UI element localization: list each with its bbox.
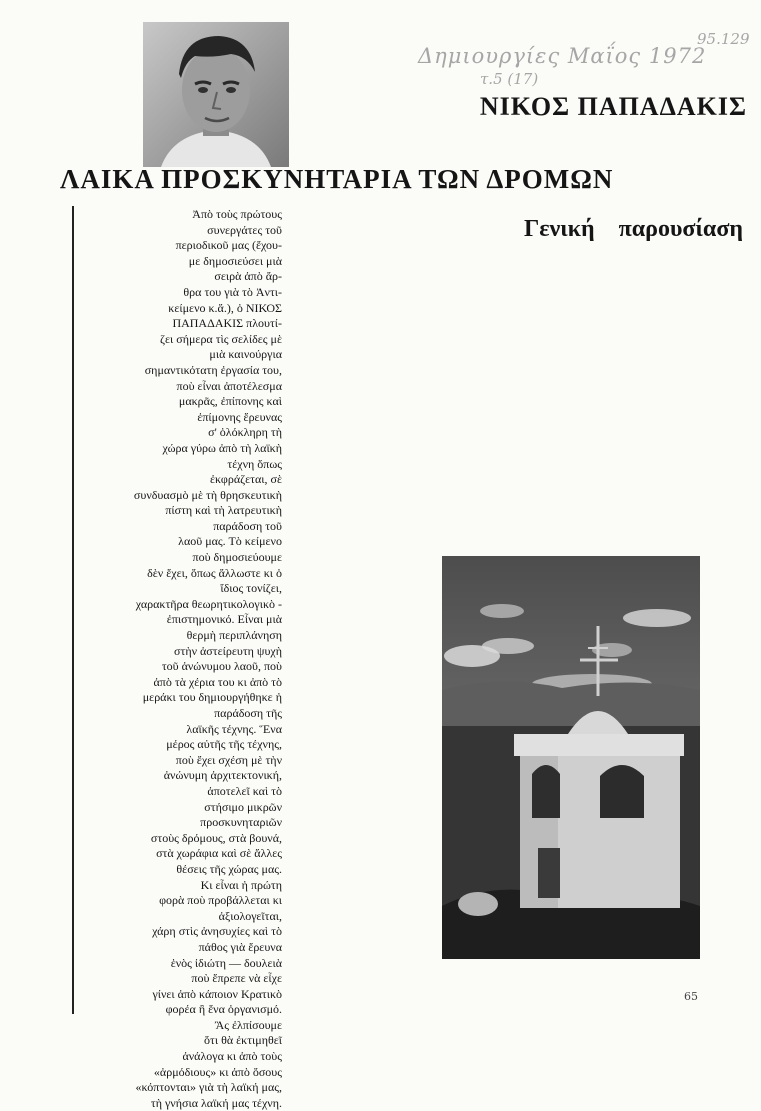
intro-line: ἀνώνυμη ἀρχιτεκτονική, xyxy=(163,768,282,783)
intro-line: ἀνάλογα κι ἀπὸ τοὺς xyxy=(182,1049,282,1064)
intro-line: συνδυασμὸ μὲ τὴ θρησκευτικὴ xyxy=(133,487,282,502)
handwritten-issue-note: τ.5 (17) xyxy=(480,70,539,88)
intro-line: χάρη στὶς ἀνησυχίες καὶ τὸ xyxy=(152,924,282,939)
intro-line: ἐπίμονης ἔρευνας xyxy=(197,409,282,424)
intro-line: ἐπιστημονικό. Εἶναι μιὰ xyxy=(166,612,282,627)
intro-line: τὴ γνήσια λαϊκή μας τέχνη. xyxy=(150,1095,282,1110)
author-portrait-photo xyxy=(143,22,289,167)
intro-line: συνεργάτες τοῦ xyxy=(207,222,282,237)
intro-line: σ' ὁλόκληρη τὴ xyxy=(208,425,282,440)
intro-line: στοὺς δρόμους, στὰ βουνά, xyxy=(150,830,282,845)
intro-line: ΠΑΠΑΔΑΚΙΣ πλουτί- xyxy=(172,316,282,331)
intro-line: ποὺ ἔχει σχέση μὲ τὴν xyxy=(175,752,282,767)
intro-line: μέρος αὐτῆς τῆς τέχνης, xyxy=(166,737,282,752)
intro-line: τοῦ ἀνώνυμου λαοῦ, ποὺ xyxy=(161,659,282,674)
intro-line: μιὰ καινούργια xyxy=(209,347,282,362)
archive-reference-note: 95.129 xyxy=(697,30,750,48)
intro-line: Κι εἶναι ἡ πρώτη xyxy=(200,877,282,892)
intro-line: δὲν ἔχει, ὅπως ἄλλωστε κι ὁ xyxy=(147,565,282,580)
intro-line: φορὰ ποὺ προβάλλεται κι xyxy=(159,893,282,908)
intro-line: θρα του γιὰ τὸ Ἀντι- xyxy=(183,284,282,299)
intro-line: ὅτι θὰ ἐκτιμηθεῖ xyxy=(204,1033,282,1048)
handwritten-source-note: Δημιουργίες Μαΐος 1972 xyxy=(418,44,707,68)
intro-line: σημαντικότατη ἐργασία του, xyxy=(144,362,282,377)
intro-line: «ἁρμόδιους» κι ἀπὸ ὅσους xyxy=(153,1064,282,1079)
intro-line: στὰ χωράφια καὶ σὲ ἄλλες xyxy=(156,846,282,861)
intro-line: στὴν ἀστείρευτη ψυχὴ xyxy=(174,643,282,658)
intro-line: Ἀπὸ τοὺς πρώτους xyxy=(192,207,282,221)
intro-line: γίνει ἀπὸ κάποιον Κρατικὸ xyxy=(152,986,282,1001)
intro-line: προσκυνηταριῶν xyxy=(200,815,282,830)
intro-line: ἐκφράζεται, σὲ xyxy=(209,472,282,487)
author-name: ΝΙΚΟΣ ΠΑΠΑΔΑΚΙΣ xyxy=(479,92,747,121)
intro-line: πάθος γιὰ ἔρευνα xyxy=(198,939,282,954)
intro-line: περιοδικοῦ μας (ἔχου- xyxy=(175,238,282,253)
intro-line: «κόπτονται» γιὰ τὴ λαϊκή μας, xyxy=(135,1080,282,1095)
intro-line: ἀξιολογεῖται, xyxy=(218,908,282,923)
intro-line: ποὺ ἔπρεπε νὰ εἶχε xyxy=(191,971,282,986)
intro-line: ζει σήμερα τὶς σελίδες μὲ xyxy=(159,331,282,346)
intro-line: ποὺ δημοσιεύουμε xyxy=(192,550,282,565)
shrine-photo xyxy=(442,556,700,959)
intro-line: τέχνη ὅπως xyxy=(227,456,282,471)
intro-line: κείμενο κ.ἄ.), ὁ ΝΙΚΟΣ xyxy=(168,300,282,315)
intro-text-column xyxy=(78,207,282,1111)
intro-line: χαρακτῆρα θεωρητικολογικὸ - xyxy=(135,596,282,611)
intro-line: με δημοσιεύσει μιὰ xyxy=(188,253,282,268)
intro-line: λαοῦ μας. Τὸ κείμενο xyxy=(178,534,282,549)
intro-line: θέσεις τῆς χώρας μας. xyxy=(176,861,282,876)
intro-line: ἑνὸς ἰδιώτη — δουλειὰ xyxy=(170,955,282,970)
column-divider xyxy=(72,206,74,1014)
intro-line: παράδοση τοῦ xyxy=(213,518,282,533)
intro-line: μακρᾶς, ἐπίπονης καὶ xyxy=(178,394,282,409)
intro-line: πίστη καὶ τὴ λατρευτικὴ xyxy=(165,503,282,518)
intro-line: λαϊκῆς τέχνης. Ἕνα xyxy=(186,721,282,736)
intro-line: σειρὰ ἀπὸ ἄρ- xyxy=(214,269,282,284)
intro-line: ποὺ εἶναι ἀποτέλεσμα xyxy=(176,378,282,393)
intro-line: Ἂς ἐλπίσουμε xyxy=(214,1017,282,1032)
intro-line: θερμὴ περιπλάνηση xyxy=(186,628,282,643)
article-title: ΛΑΙΚΑ ΠΡΟΣΚΥΝΗΤΑΡΙΑ ΤΩΝ ΔΡΟΜΩΝ xyxy=(60,164,614,194)
article-subtitle: Γενική παρουσίαση xyxy=(523,216,743,242)
intro-line: μεράκι του δημιουργήθηκε ἡ xyxy=(142,690,282,705)
intro-line: φορέα ἢ ἕνα ὀργανισμό. xyxy=(165,1002,282,1017)
intro-line: ἀπὸ τὰ χέρια του κι ἀπὸ τὸ xyxy=(153,674,282,689)
intro-line: ἴδιος τονίζει, xyxy=(220,581,282,596)
page-number: 65 xyxy=(684,990,698,1003)
intro-line: χώρα γύρω ἀπὸ τὴ λαϊκὴ xyxy=(162,440,282,455)
intro-line: παράδοση τῆς xyxy=(214,706,282,720)
intro-line: στήσιμο μικρῶν xyxy=(204,799,282,814)
intro-line: ἀποτελεῖ καὶ τὸ xyxy=(207,783,282,798)
